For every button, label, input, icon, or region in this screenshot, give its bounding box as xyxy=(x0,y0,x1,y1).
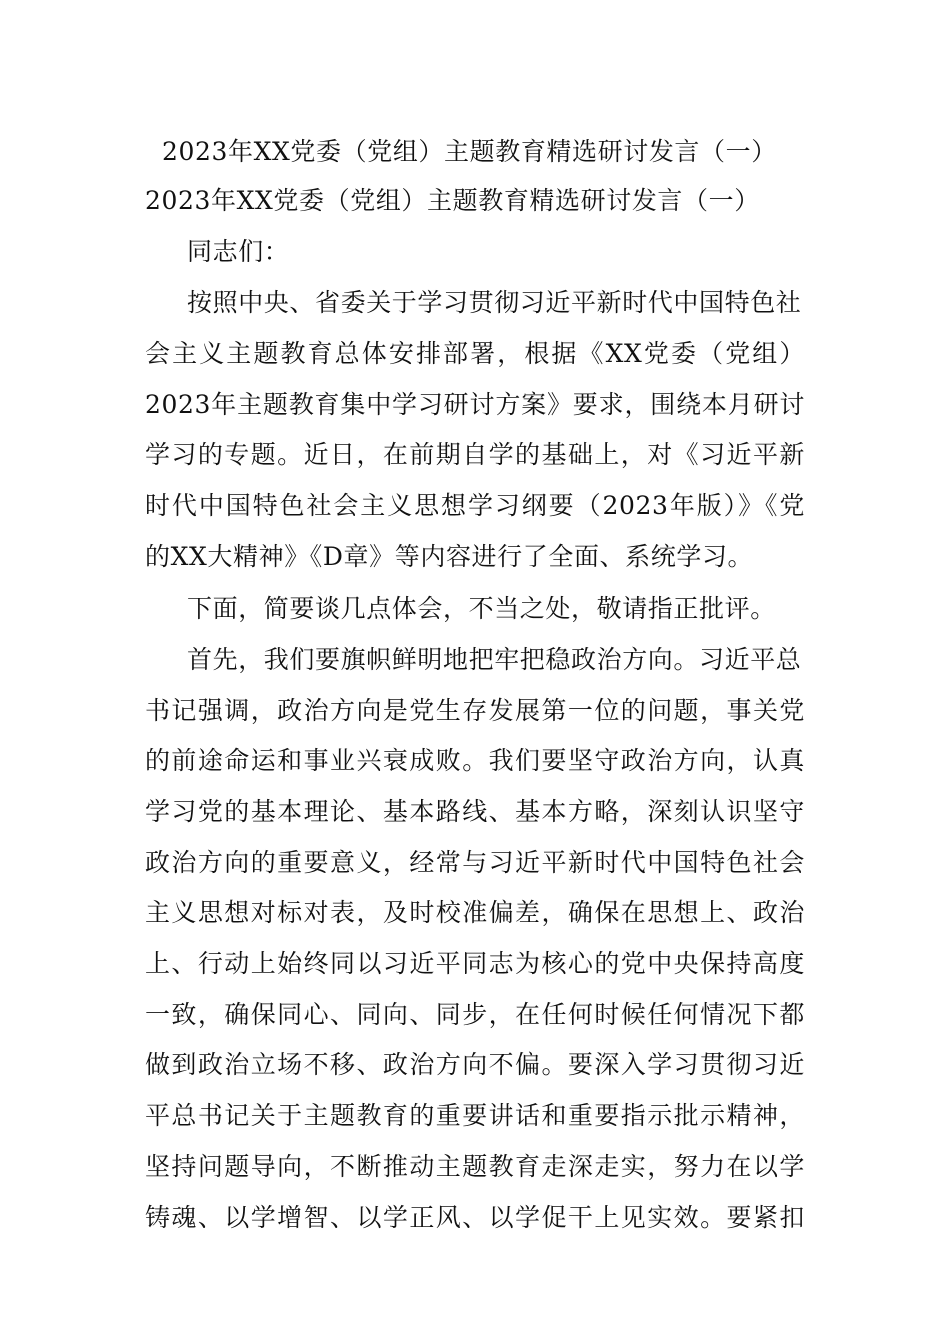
paragraph-3-line: 政治方向的重要意义，经常与习近平新时代中国特色社会 xyxy=(145,848,805,877)
paragraph-3-line: 首先，我们要旗帜鲜明地把牢把稳政治方向。习近平总 xyxy=(187,645,802,674)
paragraph-3-line: 主义思想对标对表，及时校准偏差，确保在思想上、政治 xyxy=(145,898,805,927)
document-title-line-1: 2023年XX党委（党组）主题教育精选研讨发言（一） xyxy=(162,137,777,166)
paragraph-3-line: 学习党的基本理论、基本路线、基本方略，深刻认识坚守 xyxy=(145,797,805,826)
paragraph-1-line: 按照中央、省委关于学习贯彻习近平新时代中国特色社 xyxy=(187,288,802,317)
paragraph-3-line: 书记强调，政治方向是党生存发展第一位的问题，事关党 xyxy=(145,696,805,725)
salutation: 同志们： xyxy=(187,237,290,266)
paragraph-3-line: 铸魂、以学增智、以学正风、以学促干上见实效。要紧扣 xyxy=(145,1203,805,1232)
document-title-line-2: 2023年XX党委（党组）主题教育精选研讨发言（一） xyxy=(145,186,760,215)
paragraph-1-line: 时代中国特色社会主义思想学习纲要（2023年版）》《党 xyxy=(145,491,805,520)
paragraph-3-line: 平总书记关于主题教育的重要讲话和重要指示批示精神， xyxy=(145,1101,805,1130)
paragraph-3-line: 做到政治立场不移、政治方向不偏。要深入学习贯彻习近 xyxy=(145,1050,805,1079)
paragraph-3-line: 一致，确保同心、同向、同步，在任何时候任何情况下都 xyxy=(145,1000,805,1029)
paragraph-2-line: 下面，简要谈几点体会，不当之处，敬请指正批评。 xyxy=(187,594,776,623)
paragraph-1-line: 学习的专题。近日，在前期自学的基础上，对《习近平新 xyxy=(145,440,805,469)
paragraph-1-line: 的XX大精神》《D章》等内容进行了全面、系统学习。 xyxy=(145,542,754,571)
paragraph-1-line: 2023年主题教育集中学习研讨方案》要求，围绕本月研讨 xyxy=(145,390,805,419)
paragraph-3-line: 的前途命运和事业兴衰成败。我们要坚守政治方向，认真 xyxy=(145,746,805,775)
paragraph-3-line: 上、行动上始终同以习近平同志为核心的党中央保持高度 xyxy=(145,949,805,978)
paragraph-3-line: 坚持问题导向，不断推动主题教育走深走实，努力在以学 xyxy=(145,1152,805,1181)
paragraph-1-line: 会主义主题教育总体安排部署，根据《XX党委（党组） xyxy=(145,339,805,368)
